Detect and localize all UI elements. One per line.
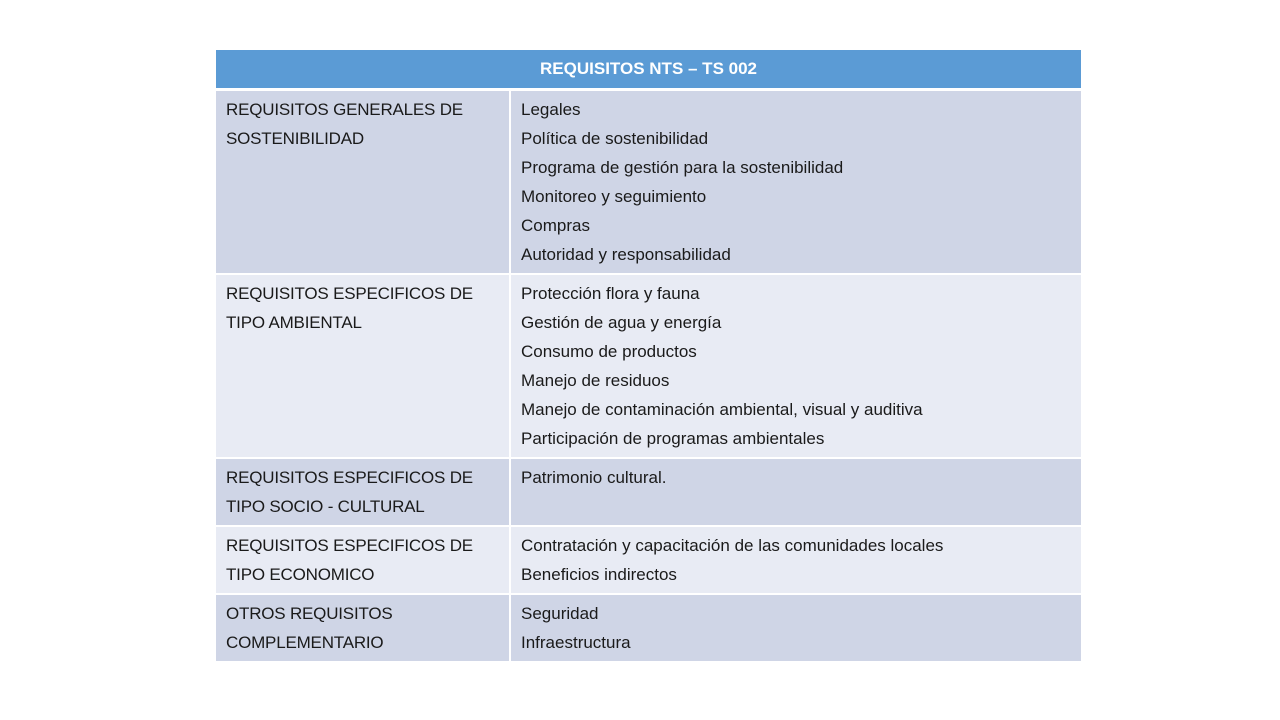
list-item: Gestión de agua y energía [521,313,722,332]
list-item: Contratación y capacitación de las comunidades locales [521,536,944,555]
table-header: REQUISITOS NTS – TS 002 [216,50,1081,90]
list-item: Legales [521,100,581,119]
list-item: Monitoreo y seguimiento [521,187,707,206]
items-cell [510,90,1081,275]
category-cell: REQUISITOS ESPECIFICOS DE TIPO ECONOMICO [216,526,510,594]
category-cell: REQUISITOS GENERALES DE SOSTENIBILIDAD [216,90,510,275]
list-item: Consumo de productos [521,342,697,361]
category-cell: REQUISITOS ESPECIFICOS DE TIPO SOCIO - CULTURAL [216,458,510,526]
list-item: Manejo de contaminación ambiental, visual y auditiva [521,400,923,419]
items-cell [510,274,1081,458]
items-cell [510,526,1081,594]
items-cell [510,458,1081,526]
list-item: Beneficios indirectos [521,565,677,584]
list-item: Protección flora y fauna [521,284,700,303]
list-item: Seguridad [521,604,599,623]
table-row [216,526,1081,594]
table-row [216,274,1081,458]
list-item: Patrimonio cultural. [521,468,667,487]
list-item: Autoridad y responsabilidad [521,245,731,264]
table-row [216,594,1081,662]
table-row [216,90,1081,275]
list-item: Infraestructura [521,633,631,652]
table-header-row [216,50,1081,90]
list-item: Programa de gestión para la sostenibilidad [521,158,844,177]
requirements-table [216,50,1081,663]
list-item: Compras [521,216,590,235]
list-item: Participación de programas ambientales [521,429,825,448]
items-cell [510,594,1081,662]
table-row [216,458,1081,526]
list-item: Manejo de residuos [521,371,670,390]
category-cell: REQUISITOS ESPECIFICOS DE TIPO AMBIENTAL [216,274,510,458]
list-item: Política de sostenibilidad [521,129,709,148]
category-cell: OTROS REQUISITOS COMPLEMENTARIO [216,594,510,662]
